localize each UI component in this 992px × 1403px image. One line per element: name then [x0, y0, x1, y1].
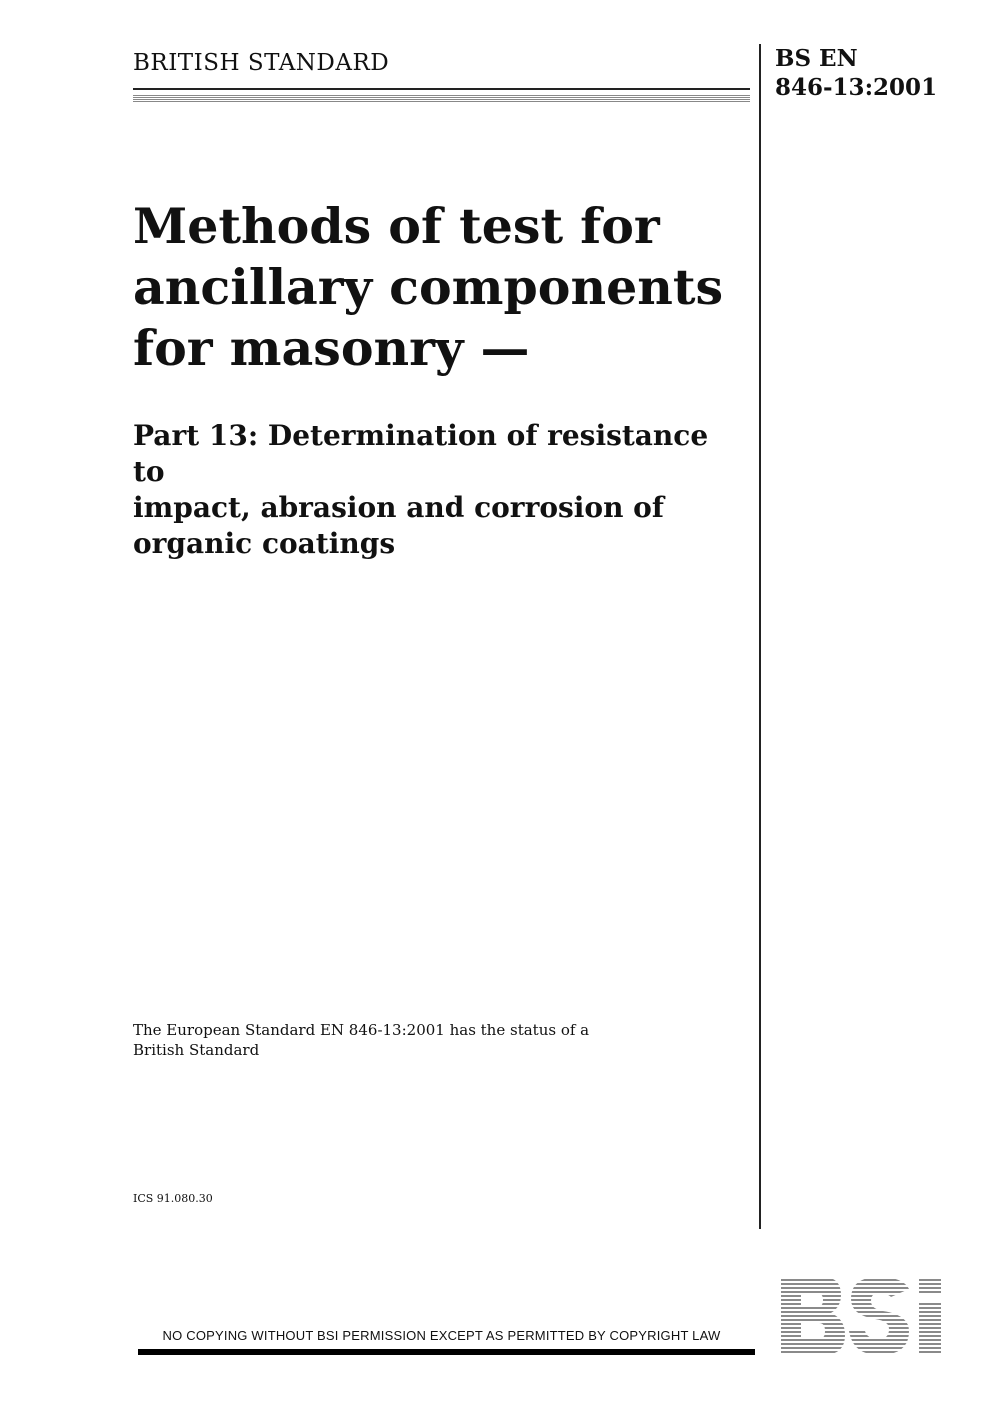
bsi-logo: [779, 1275, 955, 1357]
header-label: BRITISH STANDARD: [133, 50, 390, 76]
document-number: [775, 44, 937, 102]
page-title: [133, 196, 743, 379]
status-note: [133, 1020, 653, 1060]
copyright-notice: NO COPYING WITHOUT BSI PERMISSION EXCEPT AS PERMITTED BY COPYRIGHT LAW: [162, 1328, 721, 1343]
title-line: ancillary components: [133, 258, 724, 316]
ics-code: ICS 91.080.30: [133, 1192, 213, 1205]
document-number-line1: BS EN: [775, 45, 858, 72]
title-line: for masonry —: [133, 319, 530, 377]
footer-rule: [138, 1349, 755, 1355]
part-title-line: organic coatings: [133, 527, 396, 560]
part-title: [133, 418, 748, 562]
column-divider: [759, 44, 761, 1229]
title-line: Methods of test for: [133, 197, 660, 255]
status-note-line: The European Standard EN 846-13:2001 has the status of a: [133, 1021, 590, 1039]
part-title-line: impact, abrasion and corrosion of: [133, 491, 664, 524]
document-number-line2: 846-13:2001: [775, 74, 938, 101]
part-title-line: Part 13: Determination of resistance to: [133, 419, 709, 488]
header-rule: [133, 88, 750, 90]
status-note-line: British Standard: [133, 1041, 260, 1059]
header-rule-band: [133, 95, 750, 103]
